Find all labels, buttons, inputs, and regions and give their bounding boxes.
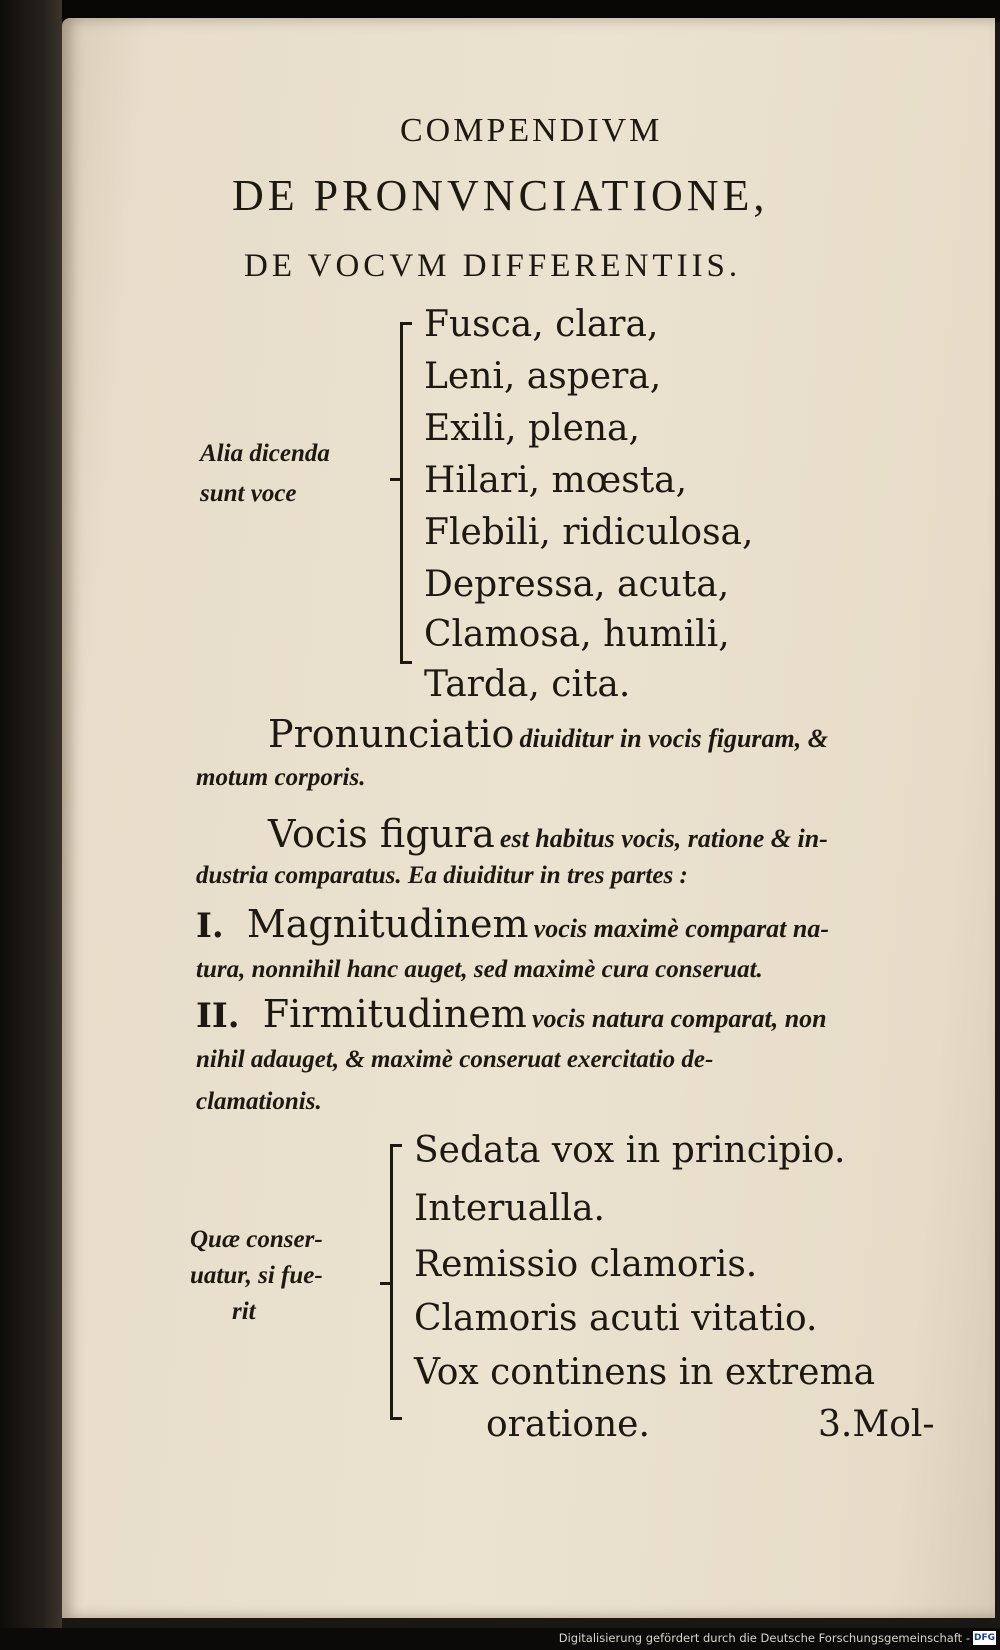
table2-label-line2: uatur, si fue- <box>190 1262 323 1289</box>
dfg-logo: DFG <box>973 1633 995 1643</box>
table1-brace <box>400 322 403 664</box>
paragraph-firmitudinem <box>196 992 827 1036</box>
paragraph-vocis-figura <box>268 812 828 856</box>
paragraph-text: est habitus vocis, ratione & in- <box>499 824 828 853</box>
table2-item: Clamoris acuti vitatio. <box>414 1298 818 1339</box>
running-title: COMPENDIVM <box>400 112 663 149</box>
subsection-title: DE VOCVM DIFFERENTIIS. <box>244 248 742 284</box>
paragraph-text: tura, nonnihil hanc auget, sed maximè cura conseruat. <box>196 956 763 983</box>
table1-item: Clamosa, humili, <box>424 614 730 655</box>
paragraph-magnitudinem <box>196 902 829 946</box>
table1-item: Leni, aspera, <box>424 356 662 397</box>
table2-brace <box>390 1144 393 1420</box>
paragraph-number: I. <box>196 906 224 946</box>
table1-item: Fusca, clara, <box>424 304 659 345</box>
digitization-credit: Digitalisierung gefördert durch die Deutsche Forschungsgemeinschaft - <box>558 1631 970 1645</box>
table1-item: Flebili, ridiculosa, <box>424 512 754 553</box>
paragraph-lead: Firmitudinem <box>262 992 527 1036</box>
table2-item: Remissio clamoris. <box>414 1244 758 1285</box>
paragraph-text: motum corporis. <box>196 764 366 791</box>
table2-item: Sedata vox in principio. <box>414 1130 846 1171</box>
table1-label-line1: Alia dicenda <box>200 440 330 467</box>
table1-item: Depressa, acuta, <box>424 564 730 605</box>
paragraph-lead: Pronunciatio <box>268 712 515 756</box>
table2-item: Vox continens in extrema <box>414 1352 876 1393</box>
table1-label-line2: sunt voce <box>200 480 297 507</box>
paragraph-number: II. <box>196 996 240 1036</box>
paragraph-text: clamationis. <box>196 1088 322 1115</box>
catchword: 3.Mol- <box>818 1404 935 1445</box>
table2-label-line1: Quæ conser- <box>190 1226 323 1253</box>
paragraph-lead: Vocis figura <box>268 812 495 856</box>
paragraph-pronunciatio <box>268 712 828 756</box>
table1-item: Exili, plena, <box>424 408 640 449</box>
paragraph-text: diuiditur in vocis figuram, & <box>519 724 828 753</box>
paragraph-text: dustria comparatus. Ea diuiditur in tres partes : <box>196 862 688 889</box>
table2-brace-notch <box>380 1282 390 1285</box>
paragraph-lead: Magnitudinem <box>246 902 529 946</box>
section-title: DE PRONVNCIATIONE, <box>232 171 769 220</box>
paragraph-text: vocis maximè comparat na- <box>533 914 830 943</box>
book-spine-shadow <box>0 0 62 1650</box>
table1-brace-notch <box>390 478 400 481</box>
table2-item: Interualla. <box>414 1188 605 1229</box>
table2-item-continuation: oratione. <box>486 1404 650 1445</box>
table1-item: Tarda, cita. <box>424 664 631 705</box>
paragraph-text: nihil adauget, & maximè conseruat exercitatio de- <box>196 1046 714 1073</box>
table1-item: Hilari, mœsta, <box>424 460 688 501</box>
table2-label-line3: rit <box>232 1298 256 1325</box>
paragraph-text: vocis natura comparat, non <box>531 1004 827 1033</box>
